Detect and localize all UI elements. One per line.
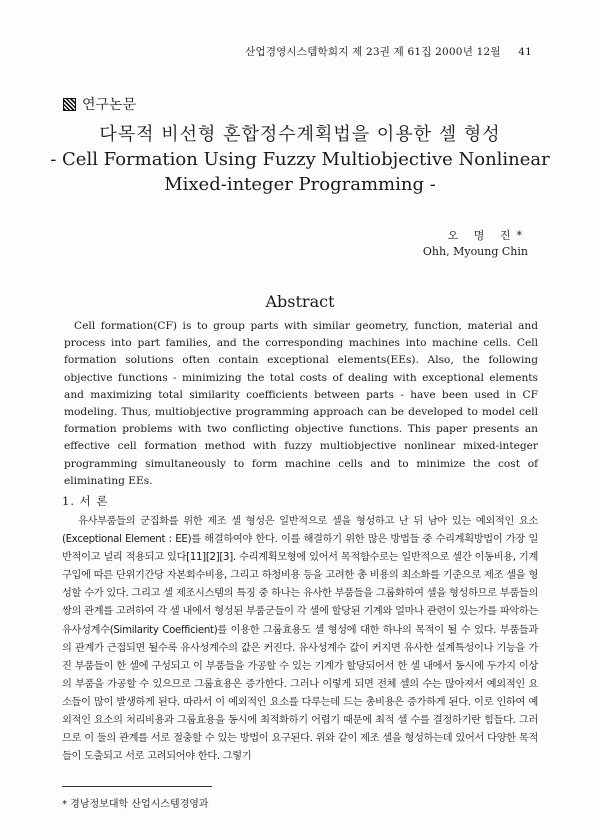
title-korean: 다목적 비선형 혼합정수계획법을 이용한 셀 형성 [99,124,501,145]
page-number: 41 [518,46,532,58]
title-english-line2: Mixed-integer Programming - [164,174,436,195]
journal-info: 산업경영시스템학회지 제 23권 제 61집 2000년 12월 [245,46,501,58]
abstract-heading: Abstract [265,292,335,311]
section-text: 유사부품들의 군집화를 위한 제조 셀 형성은 일반적으로 셀을 형성하고 난 뒤 남아 있는 예외적인 요소(Exceptional Element : EE)를 해결하여야 한다. 이를 해결하기 위한 많은 방법들 중 수리계획방법이 가장 일반적이고 널리 적용되고 있다[11][2][3]. 수리계획모형에 있어서 목적함수로는 일반적으로 셀간 이동비용, 기계구입에 따른 단위기간당 자본회수비용, 그리고 하청비용 등을 고려한 총 비용의 최소화를 기준으로 제조 셀을 형성할 수가 있다. 그리고 셀 제조시스템의 특징 중 하나는 유사한 부품들을 그룹화하여 셀을 형성하므로 부품들의 쌍의 관계를 고려하여 각 셀 내에서 형성된 부품군들이 각 셀에 할당된 기계와 얼마나 관련이 있는가를 파악하는 유사성계수(Similarity Coefficient)를 이용한 그룹효용도 셀 형성에 대한 하나의 목적이 될 수 있다. 부품들과의 관계가 근접되면 될수록 유사성계수의 값은 커진다. 유사성계수 값이 커지면 유사한 설계특성이나 기능을 가진 부품들이 한 셀에 구성되고 이 부품들을 가공할 수 있는 기계가 할당되어서 한 셀 내에서 동시에 두가지 이상의 부품을 가공할 수 있으므로 그룹효용은 증가한다. 그러나 이렇게 되면 전체 셀의 수는 많아져서 예외적인 요소들이 많이 발생하게 된다. 따라서 이 예외적인 요소를 다루는데 드는 총비용은 증가하게 된다. 이로 인하여 예외적인 요소의 처리비용과 그룹효용을 동시에 최적화하기 어렵기 때문에 최적 셀 수를 결정하기란 힘들다. 그러므로 이 둘의 관계를 서로 절충할 수 있는 방법이 요구된다. 위와 같이 제조 셀을 형성하는데 있어서 다양한 목적들이 도출되고 서로 고려되어야 한다. 그렇기 [62,516,538,763]
running-header [245,44,532,59]
title-english-line1: - Cell Formation Using Fuzzy Multiobjective Nonlinear [50,149,550,170]
abstract-body [64,318,538,490]
section-body [62,513,538,766]
section-label [63,94,136,114]
hatched-square-icon [63,98,76,111]
footnote-divider [62,786,212,787]
author-english: Ohh, Myoung Chin [422,245,528,258]
footnote: * 경남정보대학 산업시스템경영과 [62,799,209,810]
section-heading: 1. 서 론 [62,494,109,508]
abstract-text: Cell formation(CF) is to group parts with similar geometry, function, material and process into part families, and the corresponding machines into machine cells. Cell formation solutions often contain exceptional elements(EEs). Also, the following objective functions - minimizing the total costs of dealing with exceptional elements and maximizing total similarity coefficients between parts - have been used in CF modeling. Thus, multiobjective programming approach can be developed to model cell formation problems with two conflicting objective functions. This paper presents an effective cell formation method with fuzzy multiobjective nonlinear mixed-integer programming simultaneously to form machine cells and to minimize the cost of eliminating EEs. [64,320,538,487]
section-label-text: 연구논문 [82,97,137,113]
author-korean: 오 명 진* [447,229,528,242]
